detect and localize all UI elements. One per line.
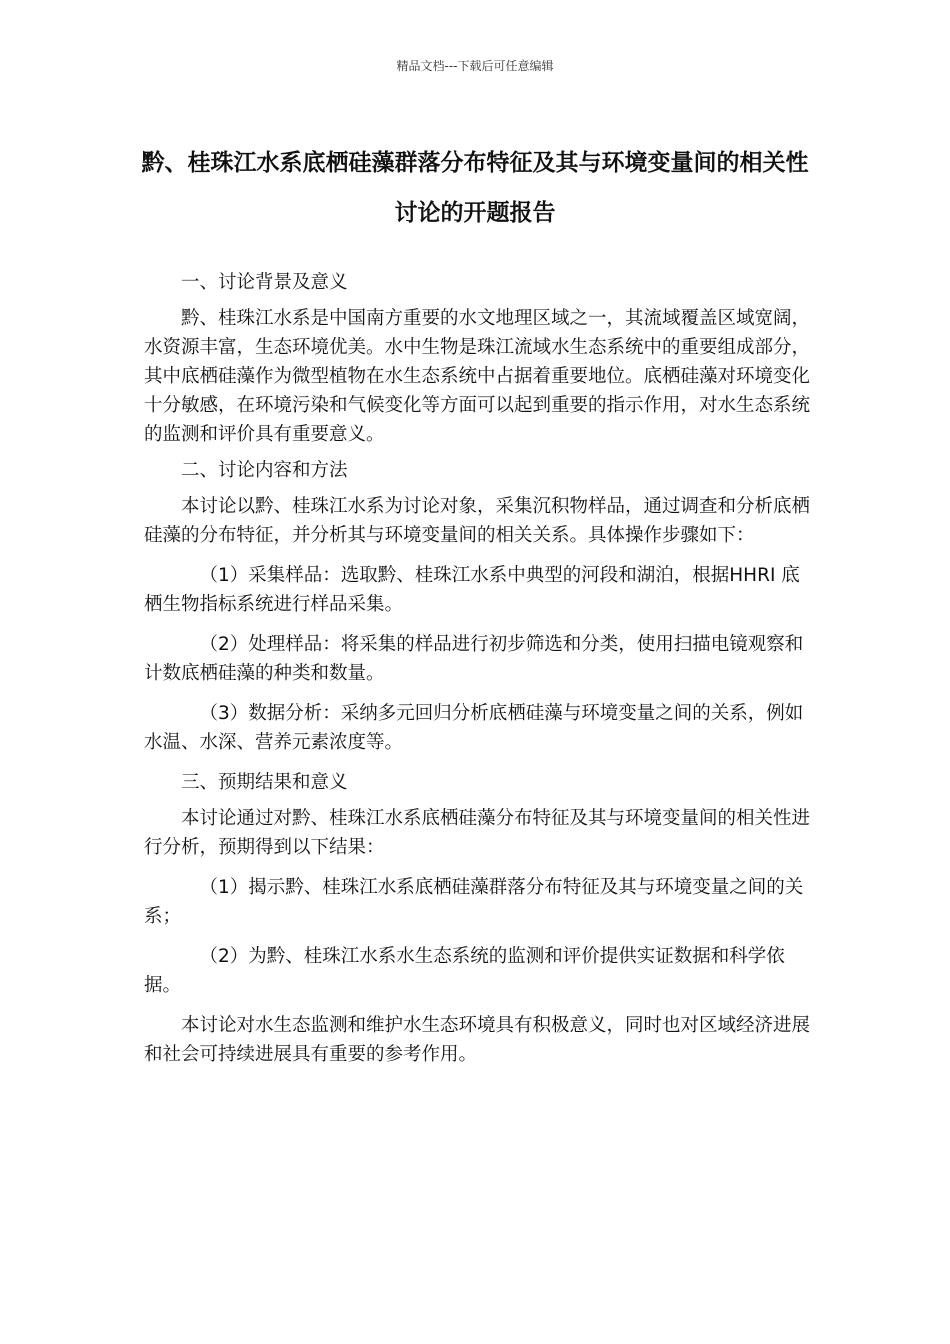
section-3-heading: 三、预期结果和意义 [181, 772, 348, 793]
section-1-heading: 一、讨论背景及意义 [181, 272, 348, 293]
section-2-heading: 二、讨论内容和方法 [181, 460, 348, 481]
page-header: 精品文档---下载后可任意编辑 [396, 59, 554, 73]
section-3-paragraph: 本讨论通过对黔、桂珠江水系底栖硅藻分布特征及其与环境变量间的相关性进行分析，预期得到以下结果： [144, 808, 811, 858]
section-1-paragraph: 黔、桂珠江水系是中国南方重要的水文地理区域之一，其流域覆盖区域宽阔，水资源丰富，生态环境优美。水中生物是珠江流域水生态系统中的重要组成部分，其中底栖硅藻作为微型植物在水生态系统中占据着重要地位。底栖硅藻对环境变化十分敏感，在环境污染和气候变化等方面可以起到重要的指示作用，对水生态系统的监测和评价具有重要意义。 [144, 308, 811, 445]
document-title: 黔、桂珠江水系底栖硅藻群落分布特征及其与环境变量间的相关性讨论的开题报告 [141, 150, 809, 226]
section-3-list-item: （2）为黔、桂珠江水系水生态系统的监测和评价提供实证数据和科学依据。 [144, 946, 785, 996]
section-2-list-item: （2）处理样品：将采集的样品进行初步筛选和分类，使用扫描电镜观察和计数底栖硅藻的种类和数量。 [144, 634, 804, 684]
section-3-list-item: （1）揭示黔、桂珠江水系底栖硅藻群落分布特征及其与环境变量之间的关系； [144, 877, 804, 927]
document-body [144, 268, 816, 1069]
section-2-list-item: （3）数据分析：采纳多元回归分析底栖硅藻与环境变量之间的关系，例如水温、水深、营养元素浓度等。 [144, 703, 804, 753]
section-2-list-item: （1）采集样品：选取黔、桂珠江水系中典型的河段和湖泊，根据HHRI 底栖生物指标系统进行样品采集。 [144, 565, 800, 615]
section-2-paragraph: 本讨论以黔、桂珠江水系为讨论对象，采集沉积物样品，通过调查和分析底栖硅藻的分布特征，并分析其与环境变量间的相关关系。具体操作步骤如下： [144, 496, 811, 546]
section-3-closing-paragraph: 本讨论对水生态监测和维护水生态环境具有积极意义，同时也对区域经济进展和社会可持续进展具有重要的参考作用。 [144, 1015, 811, 1065]
